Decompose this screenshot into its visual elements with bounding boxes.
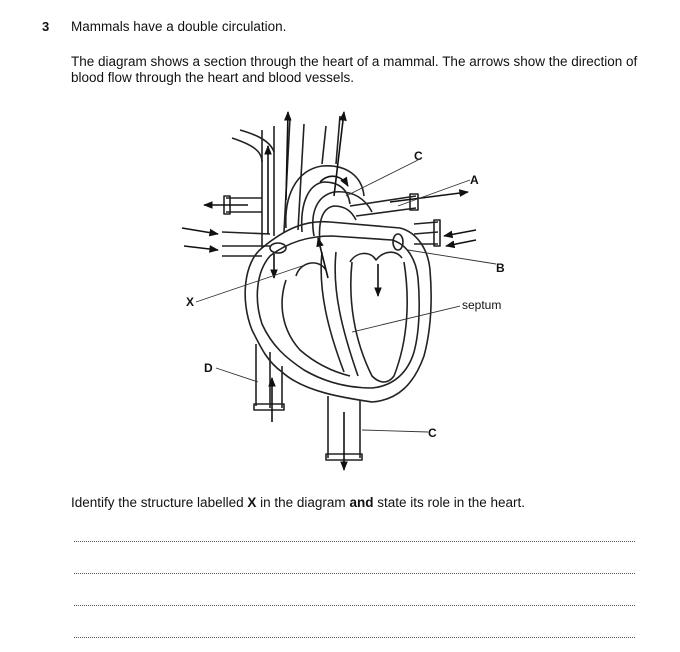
label-septum: septum xyxy=(462,298,502,312)
label-a: A xyxy=(470,173,479,187)
pulmonary-artery xyxy=(313,192,372,236)
answer-line[interactable] xyxy=(74,605,635,606)
answer-line[interactable] xyxy=(74,541,635,542)
label-c-bottom: C xyxy=(428,426,437,440)
answer-line[interactable] xyxy=(74,573,635,574)
prompt-x: X xyxy=(247,495,257,510)
prompt-part2: in the diagram xyxy=(256,495,350,510)
label-b: B xyxy=(496,261,505,275)
answer-line[interactable] xyxy=(74,637,635,638)
label-d: D xyxy=(204,361,213,375)
question-prompt xyxy=(71,495,525,510)
septum xyxy=(321,252,344,372)
question-description: The diagram shows a section through the heart of a mammal. The arrows show the direction of blood flow through the heart and blood vessels. xyxy=(71,54,638,85)
heart-inner-wall xyxy=(257,236,419,388)
prompt-part3: state its role in the heart. xyxy=(373,495,526,510)
label-x: X xyxy=(186,295,195,309)
prompt-and: and xyxy=(349,495,374,510)
heart-outline xyxy=(245,222,431,402)
aorta xyxy=(286,166,364,228)
question-intro: Mammals have a double circulation. xyxy=(71,19,287,34)
left-ventricle-wall xyxy=(351,262,407,382)
question-number: 3 xyxy=(42,19,50,34)
prompt-part1: Identify the structure labelled xyxy=(71,495,248,510)
label-c-top: C xyxy=(414,149,423,163)
